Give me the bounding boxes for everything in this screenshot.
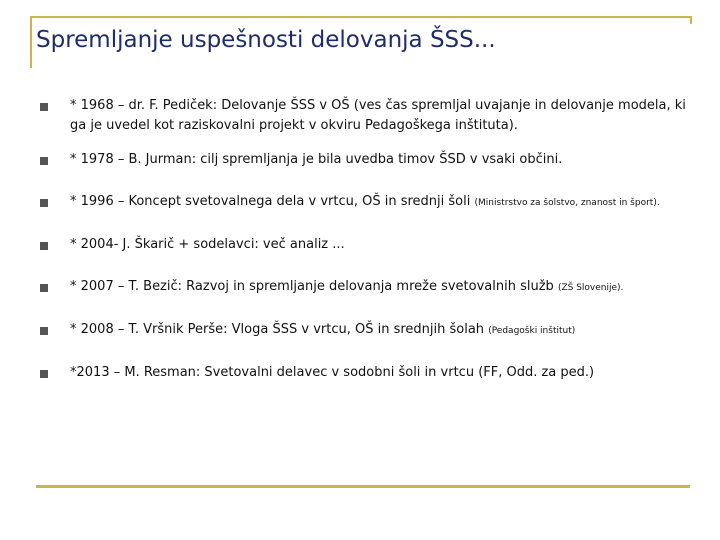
bullet-square-icon [40,327,48,335]
list-item [40,320,690,341]
title-frame-tick [690,18,692,24]
list-item-text: * 1996 – Koncept svetovalnega dela v vrtcu, OŠ in srednji šoli (Ministrstvo za šolstvo, znanost in šport). [70,194,660,209]
footer-divider [36,485,690,488]
bullet-list [40,96,690,383]
list-item [40,277,690,298]
list-item-text: * 2008 – T. Vršnik Perše: Vloga ŠSS v vrtcu, OŠ in srednjih šolah (Pedagoški inštitut) [70,322,576,337]
list-item-text: * 1978 – B. Jurman: cilj spremljanja je bila uvedba timov ŠSD v vsaki občini. [70,152,563,167]
list-item-text: * 1968 – dr. F. Pediček: Delovanje ŠSS v OŠ (ves čas spremljal uvajanje in delovanje modela, ki ga je uvedel kot raziskovalni projekt v okviru Pedagoškega inštituta). [70,98,686,133]
bullet-square-icon [40,242,48,250]
bullet-square-icon [40,284,48,292]
bullet-square-icon [40,370,48,378]
list-item [40,150,690,170]
slide-title: Spremljanje uspešnosti delovanja ŠSS... [36,27,496,53]
bullet-square-icon [40,199,48,207]
list-item-text: *2013 – M. Resman: Svetovalni delavec v sodobni šoli in vrtcu (FF, Odd. za ped.) [70,365,595,380]
list-item-text: * 2004- J. Škarič + sodelavci: več analiz ... [70,237,345,252]
bullet-square-icon [40,157,48,165]
list-item-note: (Pedagoški inštitut) [488,326,576,336]
list-item-note: (Ministrstvo za šolstvo, znanost in šport). [474,198,660,208]
list-item [40,96,690,136]
list-item-text: * 2007 – T. Bezič: Razvoj in spremljanje delovanja mreže svetovalnih služb (ZŠ Slovenije). [70,279,624,294]
list-item [40,235,690,255]
list-item [40,363,690,383]
list-item [40,192,690,213]
bullet-square-icon [40,103,48,111]
list-item-note: (ZŠ Slovenije). [557,283,624,293]
